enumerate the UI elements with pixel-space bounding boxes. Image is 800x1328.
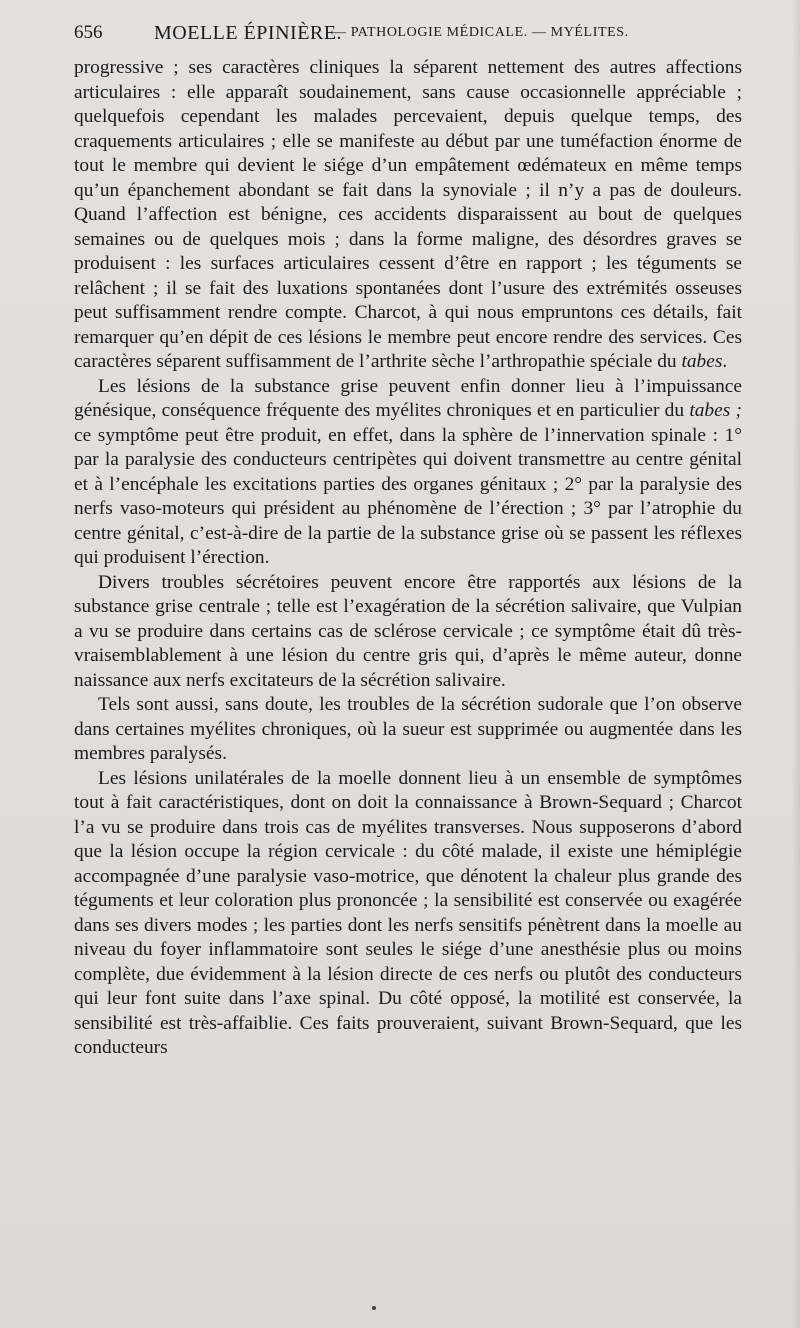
running-title: MOELLE ÉPINIÈRE. (154, 22, 342, 44)
body-text (74, 56, 742, 1061)
paragraph: Les lésions de la substance grise peuvent enfin donner lieu à l’impuissance génésique, conséquence fréquente des myélites chroniques et en particulier du tabes ; ce symptôme peut être produit, en effet, dans la sphère de l’innervation spinale : 1° par la paralysie des conducteurs centripètes qui doivent transmettre au centre génital et à l’encéphale les excitations parties des organes génitaux ; 2° par la paralysie des nerfs vaso-moteurs qui président au phénomène de l’érection ; 3° par l’atrophie du centre génital, c’est-à-dire de la partie de la substance grise où se passent les réflexes qui produisent l’érection. (74, 375, 742, 568)
paragraph: progressive ; ses caractères cliniques la séparent nettement des autres affections articulaires : elle apparaît soudainement, sans cause occasionnelle appréciable ; quelquefois cependant les malades percevaient, depuis quelque temps, des craquements articulaires ; elle se manifeste au début par une tuméfaction énorme de tout le membre qui devient le siége d’un empâtement œdémateux en même temps qu’un épanchement abondant se fait dans la synoviale ; il n’y a pas de douleurs. Quand l’affection est bénigne, ces accidents disparaissent au bout de quelques semaines ou de quelques mois ; dans la forme maligne, des désordres graves se produisent : les surfaces articulaires cessent d’être en rapport ; les téguments se relâchent ; il se fait des luxations spontanées dont l’usure des extrémités osseuses peut suffisamment rendre compte. Charcot, à qui nous empruntons ces détails, fait remarquer qu’en dépit de ces lésions le membre peut encore rendre des services. Ces caractères séparent suffisamment de l’arthrite sèche l’arthropathie spéciale du tabes. (74, 57, 742, 372)
page-edge-shadow (792, 0, 800, 1328)
italic-term: tabes (681, 351, 723, 372)
paragraph: Tels sont aussi, sans doute, les troubles de la sécrétion sudorale que l’on observe dans certaines myélites chroniques, où la sueur est supprimée ou augmentée dans les membres paralysés. (74, 694, 742, 764)
page-number: 656 (74, 22, 103, 43)
paragraph: Divers troubles sécrétoires peuvent encore être rapportés aux lésions de la substance grise centrale ; telle est l’exagération de la sécrétion salivaire, que Vulpian a vu se produire dans certains cas de sclérose cervicale ; ce symptôme était dû très-vraisemblablement à une lésion du centre gris qui, d’après le même auteur, donne naissance aux nerfs excitateurs de la sécrétion salivaire. (74, 571, 742, 691)
italic-term: tabes ; (689, 400, 742, 421)
running-subtitle: — PATHOLOGIE MÉDICALE. — MYÉLITES. (332, 25, 629, 40)
paragraph: Les lésions unilatérales de la moelle donnent lieu à un ensemble de symptômes tout à fait caractéristiques, dont on doit la connaissance à Brown-Sequard ; Charcot l’a vu se produire dans trois cas de myélites transverses. Nous supposerons d’abord que la lésion occupe la région cervicale : du côté malade, il existe une hémiplégie accompagnée d’une paralysie vaso-motrice, que dénotent la chaleur plus grande des téguments et leur coloration plus prononcée ; la sensibilité est conservée ou exagérée dans ses divers modes ; les parties dont les nerfs sensitifs pénètrent dans la moelle au niveau du foyer inflammatoire sont seules le siége d’une anesthésie plus ou moins complète, due évidemment à la lésion directe de ces nerfs ou plutôt des conducteurs qui leur font suite dans l’axe spinal. Du côté opposé, la motilité est conservée, la sensibilité est très-affaiblie. Ces faits prouveraient, suivant Brown-Sequard, que les conducteurs (74, 767, 742, 1058)
running-header (74, 20, 774, 46)
ink-speck (372, 1306, 376, 1310)
